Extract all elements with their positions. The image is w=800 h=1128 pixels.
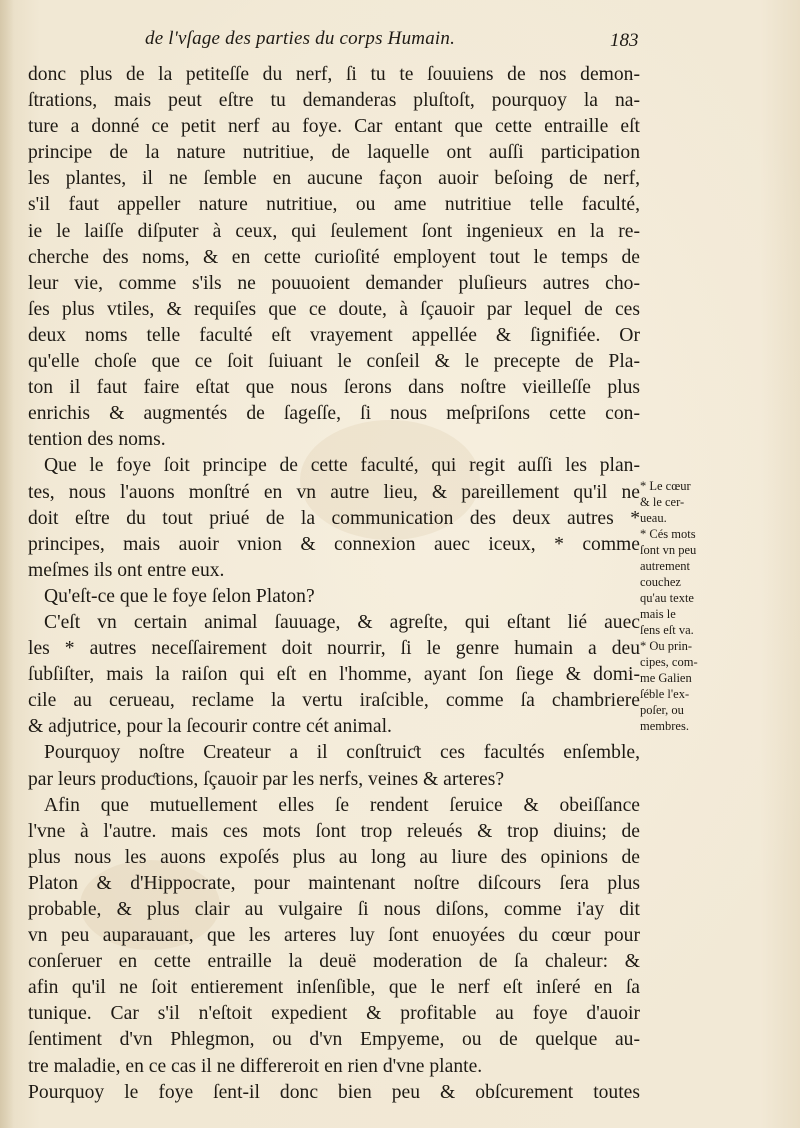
- margin-notes: [640, 478, 730, 734]
- text-line: vn peu auparauant, que les arteres luy ſont enuoyées du cœur pour: [28, 925, 640, 947]
- margin-note-line: autrement: [640, 559, 690, 573]
- text-line: Afin que mutuellement elles ſe rendent ſeruice & obeiſſance: [44, 794, 640, 816]
- text-line: C'eſt vn certain animal ſauuage, & agreſte, qui eſtant lié auec: [44, 611, 640, 633]
- margin-note-line: me Galien: [640, 671, 692, 685]
- margin-note-line: * Le cœur: [640, 479, 691, 493]
- text-line: par leurs produƈtions, ſçauoir par les nerfs, veines & arteres?: [28, 768, 505, 790]
- text-line: cherche des noms, & en cette curioſité employent tout le temps de: [28, 246, 640, 268]
- text-line: principe de la nature nutritiue, de laquelle ont auſſi participation: [28, 142, 640, 164]
- margin-note-line: qu'au texte: [640, 591, 694, 605]
- text-line: cile au cerueau, reclame la vertu iraſcible, comme ſa chambriere: [28, 690, 640, 712]
- text-line: qu'elle choſe que ce ſoit ſuiuant le conſeil & le precepte de Pla-: [28, 351, 640, 373]
- text-line: Qu'eſt-ce que le foye ſelon Platon?: [44, 585, 315, 607]
- text-line: ſtrations, mais peut eſtre tu demanderas pluſtoſt, pourquoy la na-: [28, 90, 640, 112]
- page-number: 183: [610, 30, 639, 51]
- main-text-block: [28, 62, 640, 1106]
- margin-note-line: poſer, ou: [640, 703, 684, 717]
- text-line: leur vie, comme s'ils ne pouuoient demander pluſieurs autres cho-: [28, 272, 640, 294]
- text-line: afin qu'il ne ſoit entierement inſenſible, que le nerf eſt inſeré en ſa: [28, 977, 640, 999]
- text-line: les * autres neceſſairement doit nourrir, ſi le genre humain a deu: [28, 638, 640, 660]
- margin-note-line: couchez: [640, 575, 681, 589]
- page-gutter-shadow: [0, 0, 14, 1128]
- margin-note-line: & le cer-: [640, 495, 685, 509]
- text-line: deux noms telle faculté eſt vrayement appellée & ſignifiée. Or: [28, 324, 640, 346]
- margin-note-line: ueau.: [640, 511, 667, 525]
- text-line: enrichis & augmentés de ſageſſe, ſi nous meſpriſons cette con-: [28, 403, 640, 425]
- text-line: tes, nous l'auons monſtré en vn autre lieu, & pareillement qu'il ne: [28, 481, 640, 503]
- text-line: Que le foye ſoit principe de cette faculté, qui regit auſſi les plan-: [44, 455, 640, 477]
- margin-note-line: membres.: [640, 719, 689, 733]
- text-line: ton il faut faire eſtat que nous ſerons dans noſtre vieilleſſe plus: [28, 377, 640, 399]
- text-line: doit eſtre du tout priué de la communication des deux autres *: [28, 507, 640, 529]
- margin-note-line: ſens eſt va.: [640, 623, 694, 637]
- text-line: meſmes ils ont entre eux.: [28, 559, 225, 581]
- text-line: probable, & plus clair au vulgaire ſi nous diſons, comme i'ay dit: [28, 899, 640, 920]
- margin-note-line: ſéble l'ex-: [640, 687, 690, 701]
- text-line: Pourquoy le foye ſent-il donc bien peu & obſcurement toutes: [28, 1081, 640, 1103]
- text-line: tre maladie, en ce cas il ne differeroit en rien d'vne plante.: [28, 1055, 483, 1077]
- text-line: plus nous les auons expoſés plus au long au liure des opinions de: [28, 846, 640, 868]
- margin-note-line: cipes, com-: [640, 655, 698, 669]
- text-line: s'il faut appeller nature nutritiue, ou ame nutritiue telle faculté,: [28, 194, 640, 216]
- running-title: de l'vſage des parties du corps Humain.: [145, 28, 456, 49]
- text-line: l'vne à l'autre. mais ces mots ſont trop releués & trop diuins; de: [28, 820, 640, 842]
- text-line: ſes plus vtiles, & requiſes que ce doute, à ſçauoir par lequel de ces: [28, 298, 640, 320]
- text-line: donc plus de la petiteſſe du nerf, ſi tu te ſouuiens de nos demon-: [28, 64, 640, 85]
- text-line: ture a donné ce petit nerf au foye. Car entant que cette entraille eſt: [28, 116, 640, 138]
- text-line: conſeruer en cette entraille la deuë moderation de ſa chaleur: &: [28, 951, 640, 973]
- text-line: tention des noms.: [28, 429, 166, 451]
- text-line: tunique. Car s'il n'eſtoit expedient & profitable au foye d'auoir: [28, 1003, 640, 1025]
- text-line: Platon & d'Hippocrate, pour maintenant noſtre diſcours ſera plus: [28, 872, 640, 894]
- margin-note-line: mais le: [640, 607, 676, 621]
- text-line: les plantes, il ne ſemble en aucune façon auoir beſoing de nerf,: [28, 168, 640, 190]
- margin-note-line: * Cés mots: [640, 527, 696, 541]
- margin-note-line: ſont vn peu: [640, 543, 697, 557]
- text-line: principes, mais auoir vnion & connexion auec iceux, * comme: [28, 533, 640, 555]
- text-line: ſubſiſter, mais la raiſon qui eſt en l'homme, ayant ſon ſiege & domi-: [28, 664, 640, 686]
- text-line: ſentiment d'vn Phlegmon, ou d'vn Empyeme, ou de quelque au-: [28, 1029, 640, 1051]
- text-line: & adjutrice, pour la ſecourir contre cét animal.: [28, 716, 392, 738]
- margin-note-line: * Ou prin-: [640, 639, 693, 653]
- text-line: ie le laiſſe diſputer à ceux, qui ſeulement ſont ingenieux en la re-: [28, 220, 640, 242]
- text-line: Pourquoy noſtre Createur a il conſtruiƈt ces facultés enſemble,: [44, 742, 640, 764]
